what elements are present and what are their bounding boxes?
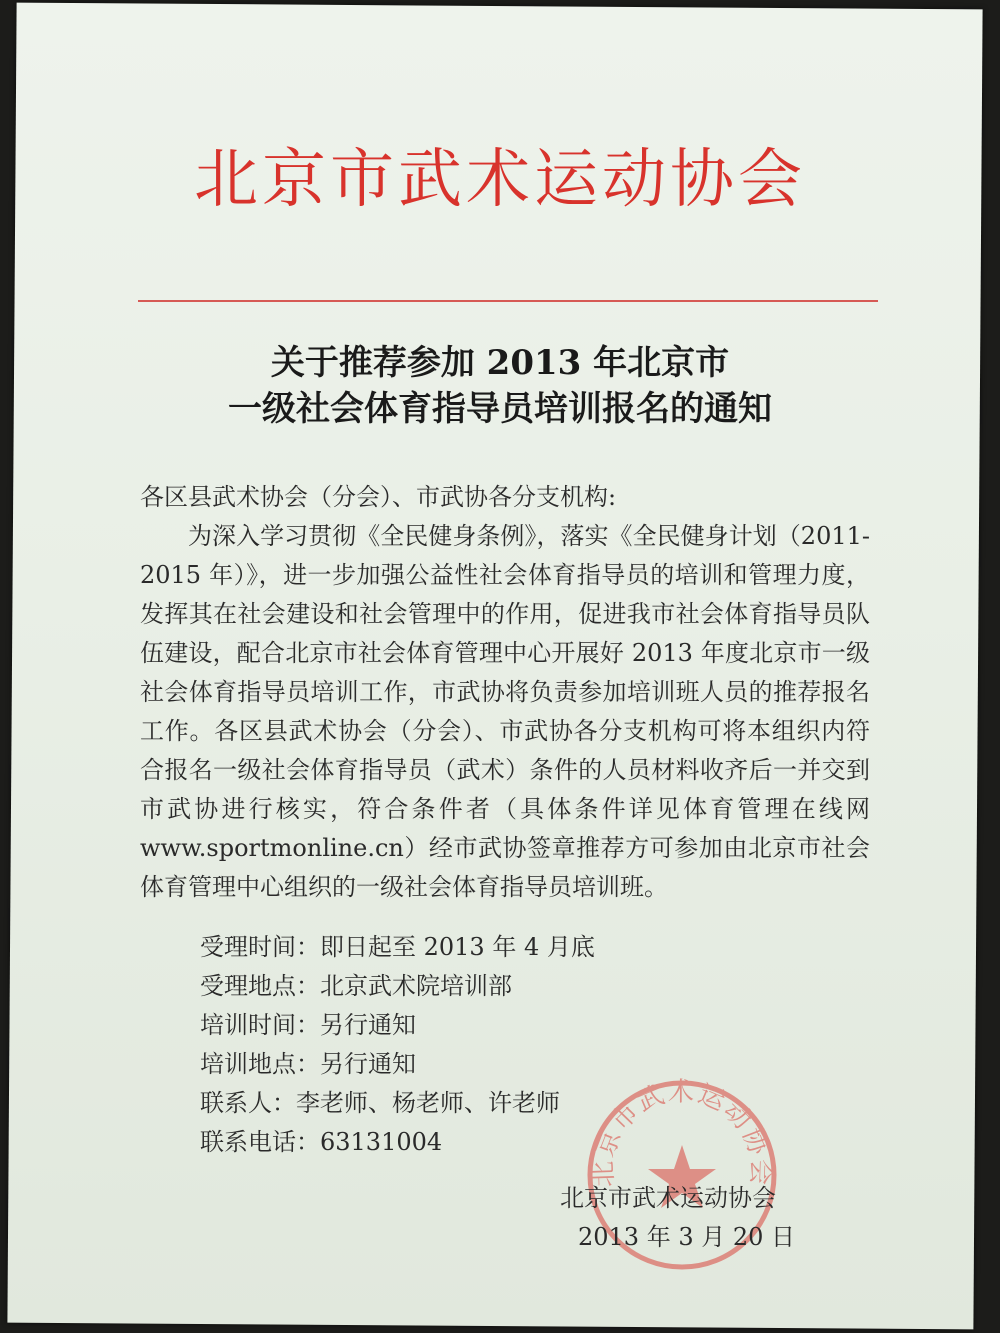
salutation: 各区县武术协会（分会）、市武协各分支机构: [140, 483, 617, 511]
signature-organization: 北京市武术运动协会 [560, 1184, 776, 1212]
svg-text:北京市武术运动协会: 北京市武术运动协会 [588, 1077, 776, 1188]
notice-title-line-1: 关于推荐参加 2013 年北京市 [270, 343, 730, 383]
organization-letterhead: 北京市武术运动协会 [194, 143, 806, 217]
letterhead-divider [138, 300, 878, 302]
info-accept-location: 受理地点：北京武术院培训部 [200, 972, 512, 1000]
info-contact-phone: 联系电话：63131004 [200, 1128, 443, 1156]
info-training-location: 培训地点：另行通知 [200, 1050, 416, 1078]
signature-date: 2013 年 3 月 20 日 [578, 1223, 796, 1251]
info-contact-person: 联系人：李老师、杨老师、许老师 [200, 1089, 560, 1117]
notice-body [140, 478, 870, 907]
registration-info-list [200, 928, 595, 1162]
info-training-time: 培训时间：另行通知 [200, 1011, 416, 1039]
notice-title-line-2: 一级社会体育指导员培训报名的通知 [228, 389, 772, 429]
notice-paragraph: 为深入学习贯彻《全民健身条例》，落实《全民健身计划（2011-2015 年）》，进一步加强公益性社会体育指导员的培训和管理力度，发挥其在社会建设和社会管理中的作用，促进我市社会体育指导员队伍建设，配合北京市社会体育管理中心开展好 2013 年度北京市一级社会体育指导员培训工作，市武协将负责参加培训班人员的推荐报名工作。各区县武术协会（分会）、市武协各分支机构可将本组织内符合报名一级社会体育指导员（武术）条件的人员材料收齐后一并交到市武协进行核实，符合条件者（具体条件详见体育管理在线网 www.sportmonline.cn）经市武协签章推荐方可参加由北京市社会体育管理中心组织的一级社会体育指导员培训班。 [140, 522, 870, 901]
info-accept-time: 受理时间：即日起至 2013 年 4 月底 [200, 933, 595, 961]
